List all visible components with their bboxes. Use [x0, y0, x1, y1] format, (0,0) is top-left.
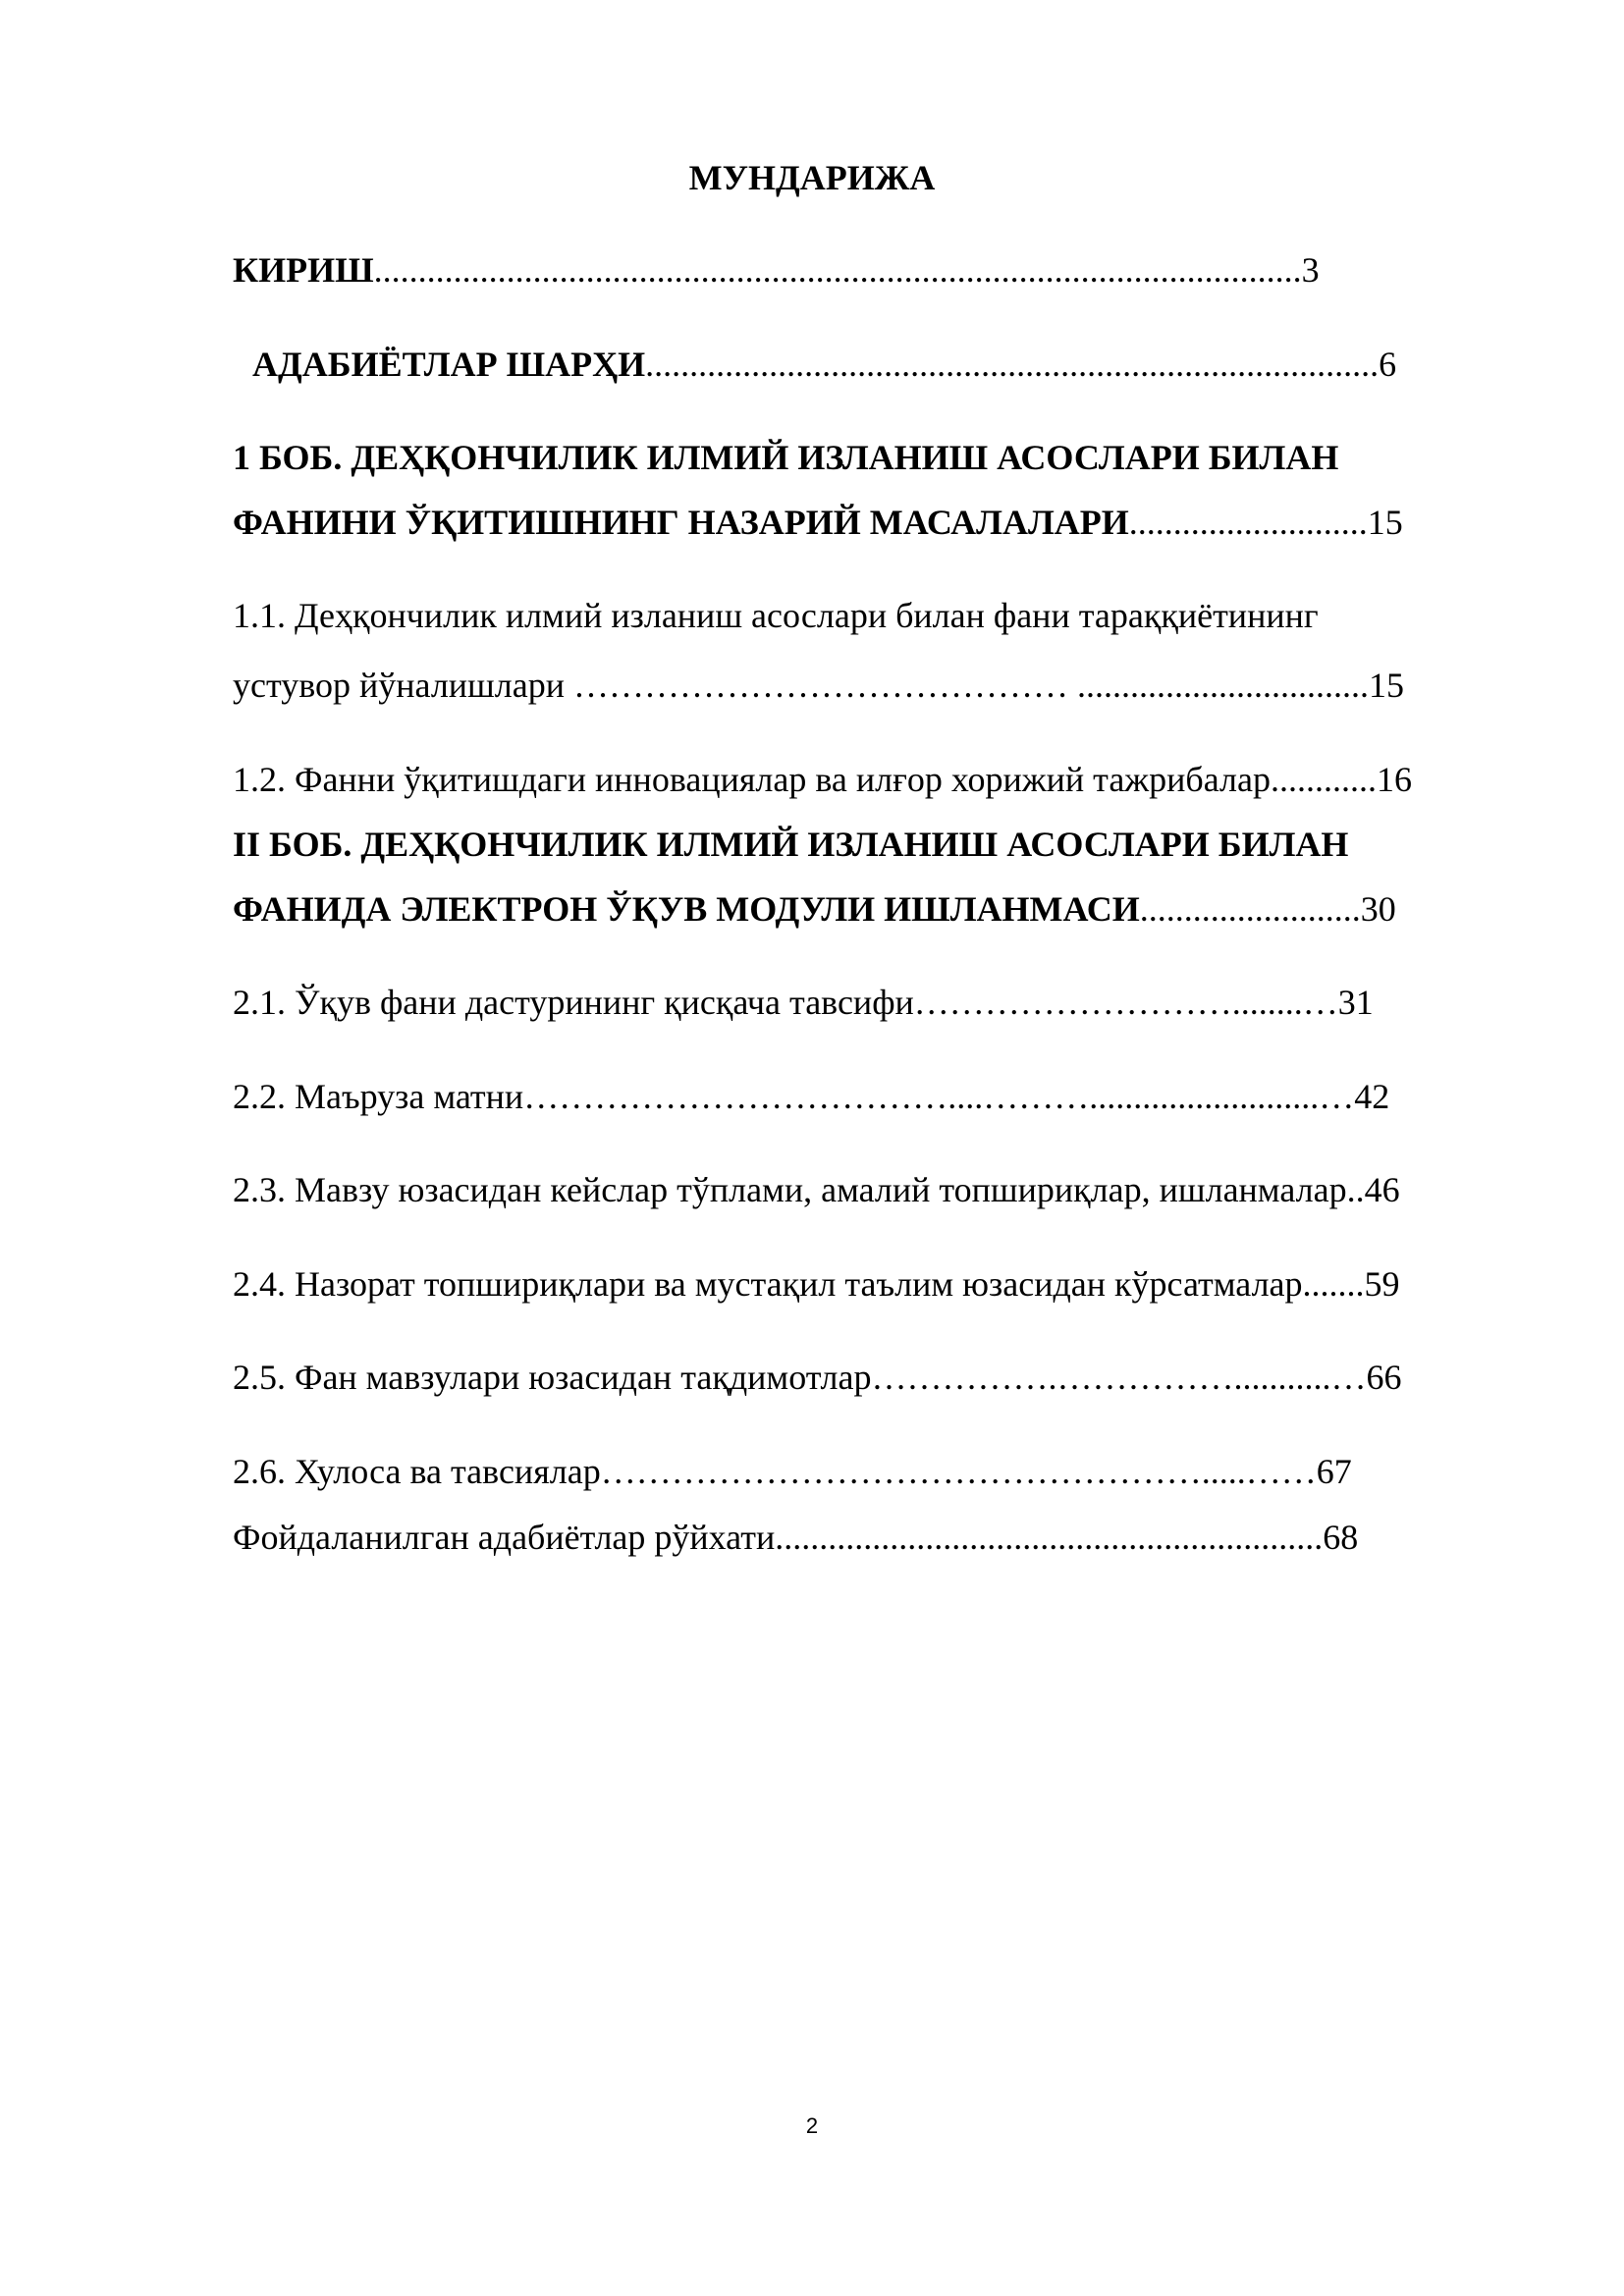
toc-leader: …………………………………… .................................	[564, 666, 1369, 705]
toc-leader: ..	[1346, 1170, 1365, 1209]
page-number: 2	[805, 2113, 819, 2138]
toc-page-number: 59	[1364, 1264, 1400, 1304]
toc-page-number: 3	[1301, 250, 1320, 290]
toc-page-number: 67	[1316, 1452, 1352, 1491]
toc-entry-text: Фойдаланилган адабиётлар рўйхати	[233, 1518, 776, 1557]
toc-entry-2-5	[233, 1356, 1402, 1399]
toc-page-number: 16	[1377, 760, 1412, 799]
toc-entry-1-1-line2	[233, 664, 1404, 707]
toc-leader: ………………………........…	[913, 983, 1338, 1022]
toc-page-number: 68	[1323, 1518, 1359, 1557]
toc-entry-references	[233, 1516, 1358, 1559]
toc-entry-text: ФАНИНИ ЎҚИТИШНИНГ НАЗАРИЙ МАСАЛАЛАРИ	[233, 503, 1129, 542]
toc-entry-text: ФАНИДА ЭЛЕКТРОН ЎҚУВ МОДУЛИ ИШЛАНМАСИ	[233, 889, 1140, 929]
toc-entry-text: 2.2. Маъруза матни	[233, 1077, 524, 1116]
toc-leader: .........................	[1139, 889, 1361, 929]
toc-page-number: 66	[1366, 1358, 1402, 1397]
toc-page-number: 6	[1379, 345, 1397, 384]
toc-entry-text: КИРИШ	[233, 250, 374, 290]
toc-entry-2-6	[233, 1450, 1352, 1493]
toc-leader: ..............................................................	[775, 1518, 1324, 1557]
toc-entry-1-2	[233, 758, 1412, 801]
toc-entry-literature	[252, 343, 1396, 386]
toc-entry-chapter2-line2	[233, 887, 1396, 931]
toc-leader: .......	[1302, 1264, 1365, 1304]
toc-entry-text: 2.6. Хулоса ва тавсиялар	[233, 1452, 601, 1491]
toc-entry-text: 2.4. Назорат топшириқлари ва мустақил таълим юзасидан кўрсатмалар	[233, 1264, 1303, 1304]
toc-entry-chapter1-line1: 1 БОБ. ДЕҲҚОНЧИЛИК ИЛМИЙ ИЗЛАНИШ АСОСЛАРИ БИЛАН	[233, 438, 1339, 477]
toc-leader: ...........................	[1128, 503, 1368, 542]
toc-entry-2-4	[233, 1262, 1400, 1306]
toc-entry-2-1	[233, 981, 1374, 1024]
toc-entry-intro	[233, 248, 1320, 292]
toc-entry-chapter2-line1: II БОБ. ДЕҲҚОНЧИЛИК ИЛМИЙ ИЗЛАНИШ АСОСЛАРИ БИЛАН	[233, 825, 1349, 864]
toc-entry-text: 2.1. Ўқув фани дастурининг қисқача тавсифи	[233, 983, 914, 1022]
toc-leader: ...................................................................................	[645, 345, 1380, 384]
toc-leader: ………………………………....………..........................…	[523, 1077, 1355, 1116]
toc-entry-1-1-line1: 1.1. Деҳқончилик илмий изланиш асослари билан фани тараққиётининг	[233, 596, 1319, 635]
toc-page-number: 15	[1367, 503, 1403, 542]
toc-entry-text: устувор йўналишлари	[233, 666, 565, 705]
toc-title: МУНДАРИЖА	[688, 158, 936, 197]
toc-page-number: 15	[1368, 666, 1404, 705]
toc-page-number: 42	[1354, 1077, 1390, 1116]
toc-entry-text: 2.3. Мавзу юзасидан кейслар тўплами, амалий топшириқлар, ишланмалар	[233, 1170, 1347, 1209]
toc-entry-text: 2.5. Фан мавзулари юзасидан тақдимотлар	[233, 1358, 872, 1397]
toc-leader: ............	[1271, 760, 1377, 799]
toc-page-number: 31	[1337, 983, 1374, 1022]
toc-entry-text: 1.2. Фанни ўқитишдаги инновациялар ва илғор хорижий тажрибалар	[233, 760, 1271, 799]
toc-page-number: 30	[1360, 889, 1396, 929]
toc-entry-chapter1-line2	[233, 501, 1403, 544]
toc-leader: …………………………………………….....……	[600, 1452, 1317, 1491]
toc-entry-2-2	[233, 1075, 1389, 1118]
toc-leader: .........................................................................................................	[373, 250, 1302, 290]
toc-entry-text: АДАБИЁТЛАР ШАРҲИ	[252, 345, 646, 384]
toc-entry-2-3	[233, 1168, 1400, 1211]
toc-page-number: 46	[1364, 1170, 1400, 1209]
toc-leader: …………….……………...........…	[871, 1358, 1367, 1397]
